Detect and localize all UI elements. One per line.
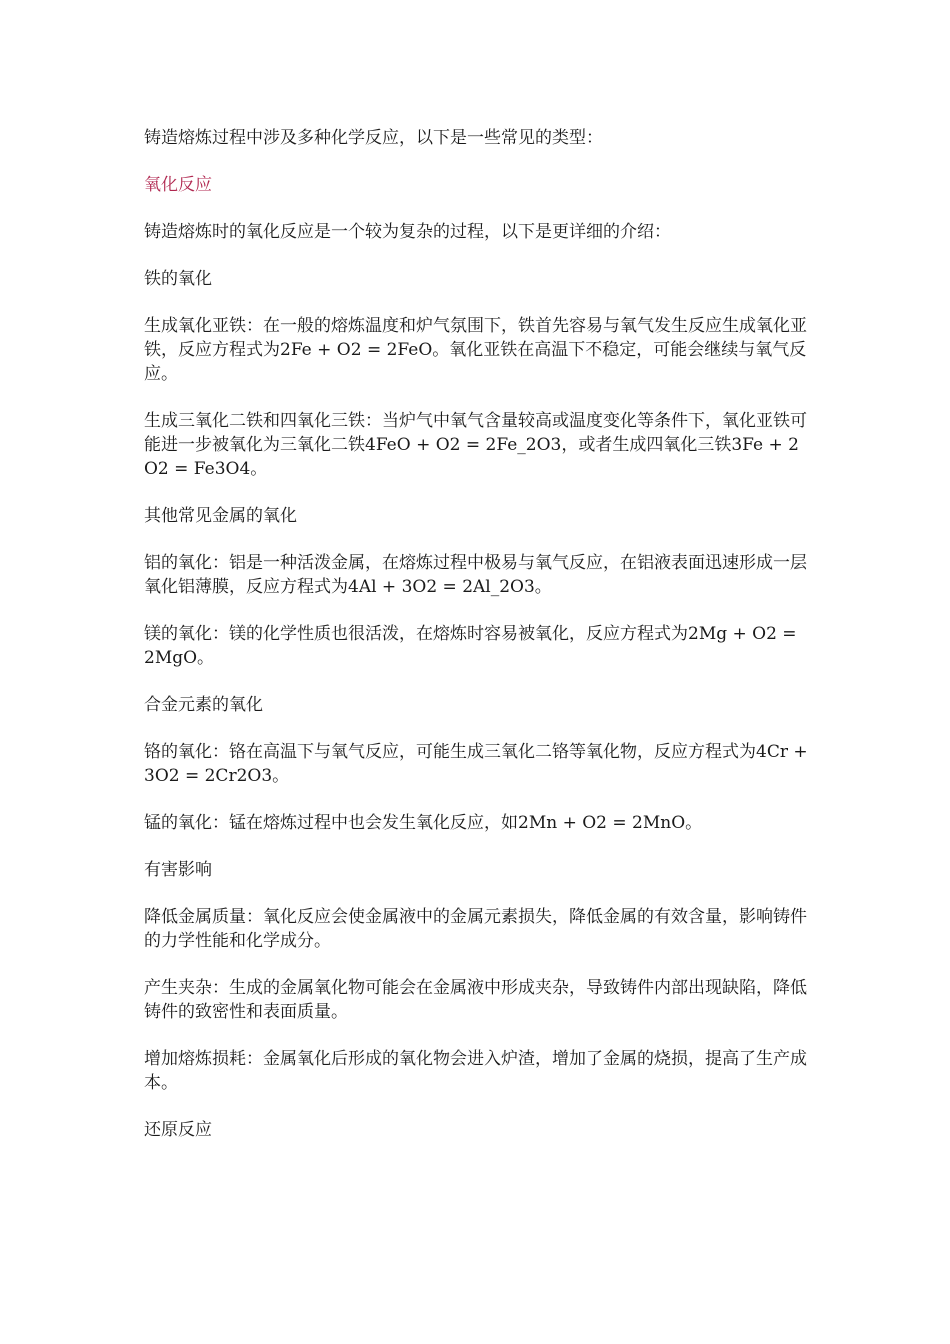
document-body bbox=[144, 126, 814, 1165]
oxidation-intro-paragraph: 铸造熔炼时的氧化反应是一个较为复杂的过程，以下是更详细的介绍： bbox=[144, 222, 671, 242]
subheading-other-metals: 其他常见金属的氧化 bbox=[144, 506, 297, 526]
section-heading-reduction: 还原反应 bbox=[144, 1120, 212, 1140]
subheading-harmful-effects: 有害影响 bbox=[144, 860, 212, 880]
paragraph-magnesium-oxidation: 镁的氧化：镁的化学性质也很活泼，在熔炼时容易被氧化，反应方程式为2Mg + O2 = 2MgO。 bbox=[144, 624, 802, 668]
paragraph-manganese-oxidation: 锰的氧化：锰在熔炼过程中也会发生氧化反应，如2Mn + O2 = 2MnO。 bbox=[144, 813, 703, 833]
paragraph-inclusions: 产生夹杂：生成的金属氧化物可能会在金属液中形成夹杂，导致铸件内部出现缺陷，降低铸件的致密性和表面质量。 bbox=[144, 978, 807, 1022]
intro-paragraph: 铸造熔炼过程中涉及多种化学反应，以下是一些常见的类型： bbox=[144, 128, 603, 148]
paragraph-ferrous-oxide: 生成氧化亚铁：在一般的熔炼温度和炉气氛围下，铁首先容易与氧气发生反应生成氧化亚铁，反应方程式为2Fe + O2 = 2FeO。氧化亚铁在高温下不稳定，可能会继续与氧气反应。 bbox=[144, 316, 807, 384]
subheading-alloy-elements: 合金元素的氧化 bbox=[144, 695, 263, 715]
paragraph-melting-loss: 增加熔炼损耗：金属氧化后形成的氧化物会进入炉渣，增加了金属的烧损，提高了生产成本。 bbox=[144, 1049, 807, 1093]
subheading-iron-oxidation: 铁的氧化 bbox=[144, 269, 212, 289]
paragraph-chromium-oxidation: 铬的氧化：铬在高温下与氧气反应，可能生成三氧化二铬等氧化物，反应方程式为4Cr + 3O2 = 2Cr2O3。 bbox=[144, 742, 814, 786]
paragraph-ferric-oxide: 生成三氧化二铁和四氧化三铁：当炉气中氧气含量较高或温度变化等条件下，氧化亚铁可能进一步被氧化为三氧化二铁4FeO + O2 = 2Fe_2O3，或者生成四氧化三铁3Fe + 2O2 = Fe3O4。 bbox=[144, 411, 807, 479]
paragraph-reduced-quality: 降低金属质量：氧化反应会使金属液中的金属元素损失，降低金属的有效含量，影响铸件的力学性能和化学成分。 bbox=[144, 907, 807, 951]
section-heading-oxidation: 氧化反应 bbox=[144, 175, 212, 195]
paragraph-aluminum-oxidation: 铝的氧化：铝是一种活泼金属，在熔炼过程中极易与氧气反应，在铝液表面迅速形成一层氧化铝薄膜，反应方程式为4Al + 3O2 = 2Al_2O3。 bbox=[144, 553, 807, 597]
